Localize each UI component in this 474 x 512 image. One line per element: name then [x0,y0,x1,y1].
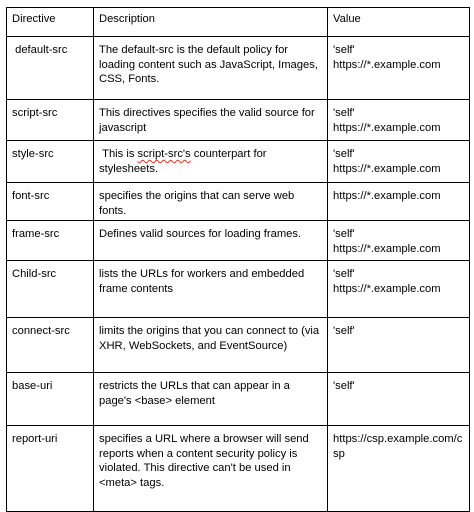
header-directive: Directive [7,8,94,37]
value-cell: 'self' [328,318,470,373]
directive-cell: report-uri [7,426,94,512]
directive-cell: Child-src [7,261,94,318]
value-cell: https://csp.example.com/csp [328,426,470,512]
description-cell: limits the origins that you can connect to (via XHR, WebSockets, and EventSource) [94,318,328,373]
description-text-tail: counterpart for stylesheets. [99,148,270,175]
table-row [7,373,470,426]
description-cell: lists the URLs for workers and embedded frame contents [94,261,328,318]
value-cell: 'self' [328,373,470,426]
table-header-row [7,8,470,37]
description-cell: specifies the origins that can serve web fonts. [94,183,328,221]
value-cell: 'self' https://*.example.com [328,221,470,261]
value-cell: 'self' https://*.example.com [328,100,470,141]
directive-cell: script-src [7,100,94,141]
description-text-lead: This is [99,148,138,160]
description-cell: restricts the URLs that can appear in a page's <base> element [94,373,328,426]
value-cell: 'self' https://*.example.com [328,261,470,318]
directive-cell: style-src [7,141,94,183]
spellcheck-flagged-word: script-src's [137,148,191,160]
table-row [7,37,470,100]
directive-cell: base-uri [7,373,94,426]
header-description: Description [94,8,328,37]
directive-cell: font-src [7,183,94,221]
directive-cell: connect-src [7,318,94,373]
description-cell [94,141,328,183]
csp-directives-table [6,7,470,512]
description-cell: The default-src is the default policy for loading content such as JavaScript, Images, CSS, Fonts. [94,37,328,100]
table-row [7,426,470,512]
table-row [7,221,470,261]
table-row [7,100,470,141]
directive-cell: default-src [7,37,94,100]
header-value: Value [328,8,470,37]
directive-cell: frame-src [7,221,94,261]
table-row [7,318,470,373]
description-cell: specifies a URL where a browser will send reports when a content security policy is violated. This directive can't be used in <meta> tags. [94,426,328,512]
value-cell: 'self' https://*.example.com [328,37,470,100]
value-cell: 'self' https://*.example.com [328,141,470,183]
table-row [7,261,470,318]
table-row [7,183,470,221]
description-cell: This directives specifies the valid source for javascript [94,100,328,141]
table-row [7,141,470,183]
description-cell: Defines valid sources for loading frames. [94,221,328,261]
value-cell: https://*.example.com [328,183,470,221]
